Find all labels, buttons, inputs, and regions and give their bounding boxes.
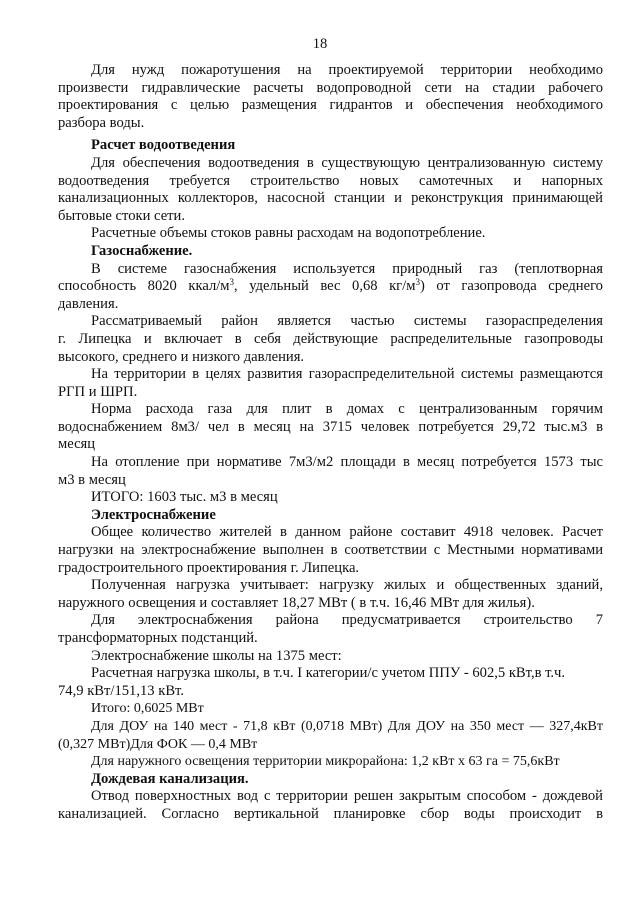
line-text: Для обеспечения водоотведения в существующую централизованную систему: [91, 154, 603, 171]
line-text: разбора воды.: [58, 114, 145, 131]
line-text: водоснабжением 8м3/ чел в месяц на 3715 человек потребуется 29,72 тыс.м3 в: [58, 418, 603, 435]
line-text: В системе газоснабжения используется природный газ (теплотворная: [91, 260, 603, 277]
section-heading: [58, 507, 603, 525]
text-line: [58, 472, 603, 490]
text-span: способность 8020 ккал/м: [58, 278, 230, 295]
line-text: наружного освещения и составляет 18,27 МВт ( в т.ч. 16,46 МВт для жилья).: [58, 594, 535, 611]
line-text: Для электроснабжения района предусматривается строительство 7: [91, 612, 603, 629]
text-line: [58, 683, 603, 701]
text-line: [58, 80, 603, 98]
text-line: [58, 436, 603, 454]
text-line: [58, 612, 603, 630]
line-text: Норма расхода газа для плит в домах с централизованным горячим: [91, 401, 603, 418]
line-text: канализацией. Согласно вертикальной планировке сбор воды происходит в: [58, 805, 603, 822]
line-text: Для нужд пожаротушения на проектируемой территории необходимо: [91, 62, 603, 78]
page-number: 18: [312, 36, 328, 52]
line-text: (0,327 МВт)Для ФОК — 0,4 МВт: [58, 736, 258, 752]
text-line: [58, 384, 603, 402]
line-text: месяц: [58, 436, 96, 453]
superscript: 3: [229, 277, 235, 288]
text-line: [58, 419, 603, 437]
line-text: бытовые стоки сети.: [58, 207, 186, 224]
section-heading: [58, 243, 603, 261]
text-line: [58, 560, 603, 578]
text-line: [58, 630, 603, 648]
text-line: [58, 806, 603, 824]
line-text: Итого: 0,6025 МВт: [91, 701, 204, 717]
text-line: [58, 401, 603, 419]
line-text: м3 в месяц: [58, 471, 126, 488]
text-line: [58, 190, 603, 208]
line-text: проектирования с целью размещения гидрантов и обеспечения необходимого: [58, 97, 603, 114]
line-text: Расчетные объемы стоков равны расходам на водопотребление.: [91, 225, 486, 242]
superscript: 3: [415, 277, 420, 288]
text-line: [58, 524, 603, 542]
line-text: На территории в целях развития газораспределительной системы размещаются: [91, 366, 603, 383]
line-text: нагрузки на электроснабжение выполнен в соответствии с Местными нормативами: [58, 542, 603, 559]
text-line: [58, 155, 603, 173]
text-line: [58, 349, 603, 367]
text-line: [58, 97, 603, 115]
line-text: РГП и ШРП.: [58, 383, 138, 400]
line-text: Расчет водоотведения: [91, 137, 236, 154]
text-line: [58, 208, 603, 226]
text-line: [58, 700, 603, 718]
text-line: [58, 261, 603, 279]
text-line: [58, 648, 603, 666]
text-line: [58, 788, 603, 806]
text-line: [58, 225, 603, 243]
line-text: Для наружного освещения территории микрорайона: 1,2 кВт х 63 га = 75,6кВт: [91, 754, 560, 770]
text-line: [58, 577, 603, 595]
line-text: трансформаторных подстанций.: [58, 630, 258, 646]
line-text: водоотведения требуется строительство новых самотечных и напорных: [58, 172, 603, 189]
line-text: Расчетная нагрузка школы, в т.ч. I категории/с учетом ППУ - 602,5 кВт,в т.ч.: [91, 665, 566, 682]
text-line: [58, 173, 603, 191]
line-text: высокого, среднего и низкого давления.: [58, 348, 305, 365]
text-line: [58, 62, 603, 80]
text-line: [58, 313, 603, 331]
text-line: [58, 489, 603, 507]
line-text: Общее количество жителей в данном районе составит 4918 человек. Расчет: [91, 524, 603, 541]
line-text: Электроснабжение: [91, 506, 216, 523]
line-text: Полученная нагрузка учитывает: нагрузку жилых и общественных зданий,: [91, 577, 603, 594]
text-line: [58, 331, 603, 349]
text-span: ) от газопровода среднего: [419, 278, 603, 295]
line-text: 74,9 кВт/151,13 кВт.: [58, 682, 184, 699]
line-text: Отвод поверхностных вод с территории решен закрытым способом - дождевой: [91, 788, 603, 805]
line-text: Дождевая канализация.: [91, 770, 249, 787]
document-body: [58, 62, 603, 824]
text-line: [58, 115, 603, 133]
line-text: произвести гидравлические расчеты водопроводной сети на стадии рабочего: [58, 79, 603, 96]
section-heading: [58, 771, 603, 789]
line-text: давления.: [58, 295, 119, 312]
line-text: На отопление при нормативе 7м3/м2 площади в месяц потребуется 1573 тыс: [91, 454, 603, 471]
section-heading: [58, 137, 603, 155]
text-line: [58, 366, 603, 384]
text-line: [58, 278, 603, 296]
line-text: г. Липецка и включает в себя действующие распределительные газопроводы: [58, 330, 603, 347]
line-text: Электроснабжение школы на 1375 мест:: [91, 647, 342, 664]
text-line: [58, 753, 603, 771]
line-text: Для ДОУ на 140 мест - 71,8 кВт (0,0718 МВт) Для ДОУ на 350 мест — 327,4кВт: [91, 718, 603, 734]
text-line: [58, 736, 603, 754]
text-line: [58, 296, 603, 314]
line-text: Рассматриваемый район является частью системы газораспределения: [91, 313, 603, 330]
text-line: [58, 665, 603, 683]
text-span: , удельный вес 0,68 кг/м: [234, 278, 416, 295]
text-line: [58, 542, 603, 560]
line-text: Газоснабжение.: [91, 242, 193, 259]
line-text: ИТОГО: 1603 тыс. м3 в месяц: [91, 489, 278, 506]
text-line: [58, 454, 603, 472]
text-line: [58, 718, 603, 736]
line-text: канализационных коллекторов, насосной станции и реконструкция принимающей: [58, 190, 603, 207]
text-line: [58, 595, 603, 613]
line-text: градостроительного проектирования г. Липецка.: [58, 559, 360, 576]
